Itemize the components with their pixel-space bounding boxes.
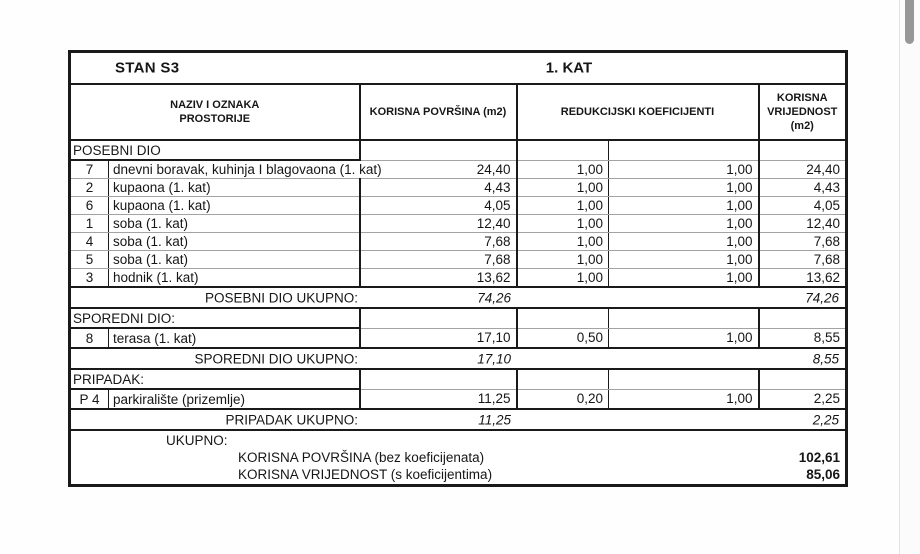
section-total-label: PRIPADAK UKUPNO: bbox=[225, 412, 358, 427]
section-total-value: 74,26 bbox=[805, 290, 839, 305]
cell-coef-1: 1,00 bbox=[517, 197, 609, 215]
table-title-row bbox=[70, 52, 847, 85]
cell-coef-1: 1,00 bbox=[517, 269, 609, 288]
cell-value: 4,43 bbox=[759, 179, 847, 197]
grand-total-area-value: 102,61 bbox=[798, 450, 840, 465]
cell-coef-2: 1,00 bbox=[609, 197, 759, 215]
floor-title: 1. KAT bbox=[545, 59, 593, 77]
section-label-row bbox=[70, 308, 847, 328]
cell-room-number: 6 bbox=[70, 197, 109, 215]
vertical-scrollbar-track[interactable] bbox=[899, 0, 920, 554]
apartment-title: STAN S3 bbox=[115, 59, 180, 77]
cell-room-name: soba (1. kat) bbox=[109, 233, 360, 251]
cell-room-name: kupaona (1. kat) bbox=[109, 179, 360, 197]
cell-coef-2: 1,00 bbox=[609, 389, 759, 409]
section-total-row bbox=[70, 287, 847, 308]
area-calculation-table bbox=[68, 50, 848, 487]
cell-value: 13,62 bbox=[759, 269, 847, 288]
section-total-area: 11,25 bbox=[478, 412, 511, 427]
table-row bbox=[70, 328, 847, 348]
cell-room-name: kupaona (1. kat) bbox=[109, 197, 360, 215]
section-total-value: 2,25 bbox=[812, 412, 839, 427]
table-row bbox=[70, 233, 847, 251]
cell-coef-2: 1,00 bbox=[609, 160, 759, 179]
cell-area: 17,10 bbox=[360, 328, 517, 348]
section-label-row bbox=[70, 140, 847, 160]
cell-room-number: 2 bbox=[70, 179, 109, 197]
cell-room-name: hodnik (1. kat) bbox=[109, 269, 360, 288]
title-cell bbox=[70, 52, 847, 85]
cell-area: 11,25 bbox=[360, 389, 517, 409]
header-coefficients: REDUKCIJSKI KOEFICIJENTI bbox=[517, 84, 759, 140]
section-total-value: 8,55 bbox=[812, 351, 839, 366]
cell-room-name: soba (1. kat) bbox=[109, 215, 360, 233]
cell-room-number: 1 bbox=[70, 215, 109, 233]
grand-total-value-value: 85,06 bbox=[806, 467, 840, 482]
section-total-label: POSEBNI DIO UKUPNO: bbox=[204, 290, 358, 305]
cell-coef-2: 1,00 bbox=[609, 328, 759, 348]
table-row bbox=[70, 197, 847, 215]
cell-coef-2: 1,00 bbox=[609, 215, 759, 233]
grand-total-value-label: KORISNA VRIJEDNOST (s koeficijentima) bbox=[238, 467, 493, 482]
cell-room-number: P 4 bbox=[70, 389, 109, 409]
cell-value: 12,40 bbox=[759, 215, 847, 233]
cell-value: 8,55 bbox=[759, 328, 847, 348]
section-total-row bbox=[70, 348, 847, 369]
cell-value: 7,68 bbox=[759, 251, 847, 269]
section-label: POSEBNI DIO bbox=[70, 140, 360, 160]
cell-coef-1: 1,00 bbox=[517, 160, 609, 179]
cell-value: 24,40 bbox=[759, 160, 847, 179]
table-row bbox=[70, 215, 847, 233]
cell-room-name: dnevni boravak, kuhinja I blagovaona (1. kat) bbox=[109, 160, 360, 179]
cell-coef-2: 1,00 bbox=[609, 269, 759, 288]
section-total-area: 74,26 bbox=[477, 290, 511, 305]
cell-area: 24,40 bbox=[360, 160, 517, 179]
section-total-row bbox=[70, 409, 847, 430]
cell-coef-1: 0,20 bbox=[517, 389, 609, 409]
header-area: KORISNA POVRŠINA (m2) bbox=[360, 84, 517, 140]
cell-room-number: 3 bbox=[70, 269, 109, 288]
cell-area: 4,43 bbox=[360, 179, 517, 197]
section-total-label: SPOREDNI DIO UKUPNO: bbox=[194, 351, 358, 366]
grand-total-row bbox=[70, 430, 847, 486]
table-row bbox=[70, 179, 847, 197]
column-header-row bbox=[70, 84, 847, 140]
cell-coef-1: 0,50 bbox=[517, 328, 609, 348]
cell-room-number: 5 bbox=[70, 251, 109, 269]
cell-room-name: soba (1. kat) bbox=[109, 251, 360, 269]
section-label: SPOREDNI DIO: bbox=[70, 308, 360, 328]
cell-value: 7,68 bbox=[759, 233, 847, 251]
header-name: NAZIV I OZNAKA PROSTORIJE bbox=[70, 84, 360, 140]
grand-total-label: UKUPNO: bbox=[166, 433, 228, 448]
cell-coef-1: 1,00 bbox=[517, 179, 609, 197]
cell-value: 2,25 bbox=[759, 389, 847, 409]
section-label-row bbox=[70, 369, 847, 389]
cell-value: 4,05 bbox=[759, 197, 847, 215]
table-row bbox=[70, 269, 847, 288]
cell-area: 12,40 bbox=[360, 215, 517, 233]
vertical-scrollbar-thumb[interactable] bbox=[905, 0, 914, 44]
cell-room-name: terasa (1. kat) bbox=[109, 328, 360, 348]
cell-coef-2: 1,00 bbox=[609, 251, 759, 269]
cell-coef-2: 1,00 bbox=[609, 179, 759, 197]
section-label: PRIPADAK: bbox=[70, 369, 360, 389]
cell-room-name: parkiralište (prizemlje) bbox=[109, 389, 360, 409]
cell-area: 7,68 bbox=[360, 233, 517, 251]
table-row bbox=[70, 389, 847, 409]
cell-area: 7,68 bbox=[360, 251, 517, 269]
cell-area: 4,05 bbox=[360, 197, 517, 215]
table-row bbox=[70, 251, 847, 269]
section-total-area: 17,10 bbox=[477, 351, 511, 366]
cell-coef-1: 1,00 bbox=[517, 215, 609, 233]
cell-area: 13,62 bbox=[360, 269, 517, 288]
grand-total-area-label: KORISNA POVRŠINA (bez koeficijenata) bbox=[238, 450, 485, 465]
cell-coef-1: 1,00 bbox=[517, 251, 609, 269]
cell-coef-1: 1,00 bbox=[517, 233, 609, 251]
table-row bbox=[70, 160, 847, 179]
cell-room-number: 4 bbox=[70, 233, 109, 251]
cell-coef-2: 1,00 bbox=[609, 233, 759, 251]
header-value: KORISNA VRIJEDNOST (m2) bbox=[759, 84, 847, 140]
cell-room-number: 7 bbox=[70, 160, 109, 179]
cell-room-number: 8 bbox=[70, 328, 109, 348]
